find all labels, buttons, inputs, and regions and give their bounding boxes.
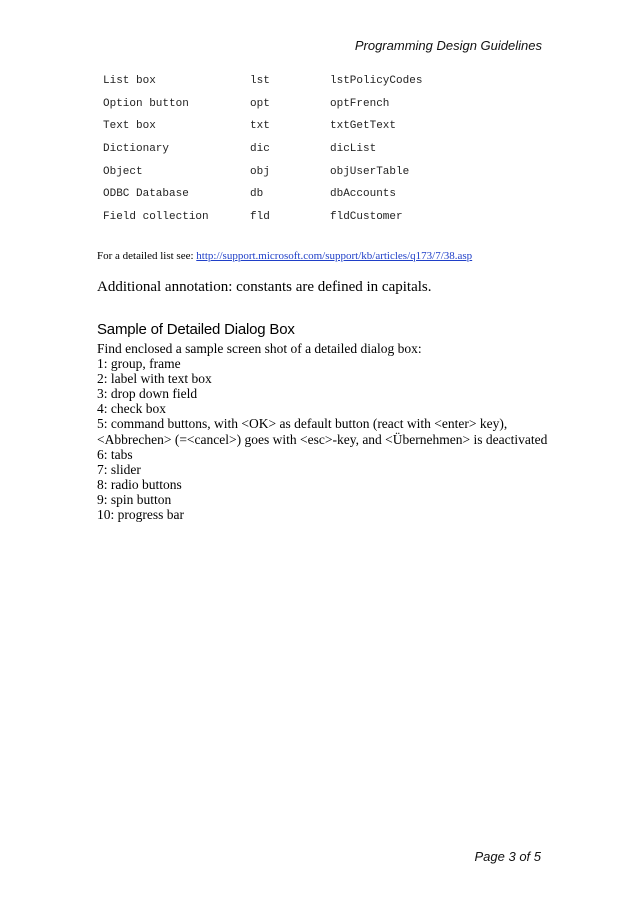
constants-annotation: Additional annotation: constants are defined in capitals. bbox=[97, 279, 432, 295]
prefix-cell: opt bbox=[250, 97, 270, 110]
prefix-cell: db bbox=[250, 188, 264, 201]
control-type-cell: Option button bbox=[103, 97, 189, 110]
list-item: 6: tabs bbox=[97, 446, 133, 462]
prefix-cell: dic bbox=[250, 143, 270, 156]
prefix-cell: fld bbox=[250, 210, 270, 223]
intro-line: Find enclosed a sample screen shot of a detailed dialog box: bbox=[97, 341, 422, 356]
table-row bbox=[103, 93, 422, 116]
page-header-title: Programming Design Guidelines bbox=[354, 38, 542, 53]
list-item: 9: spin button bbox=[97, 491, 172, 507]
table-row bbox=[103, 206, 422, 229]
control-type-cell: Dictionary bbox=[103, 143, 170, 156]
example-cell: dicList bbox=[330, 143, 377, 156]
naming-convention-table bbox=[103, 70, 422, 228]
example-cell: dbAccounts bbox=[330, 188, 397, 201]
table-row bbox=[103, 138, 422, 161]
page-number: Page 3 of 5 bbox=[474, 849, 541, 864]
control-type-cell: List box bbox=[103, 75, 156, 88]
section-heading: Sample of Detailed Dialog Box bbox=[97, 321, 295, 338]
control-type-cell: Field collection bbox=[103, 210, 209, 223]
table-row bbox=[103, 183, 422, 206]
example-cell: fldCustomer bbox=[330, 210, 403, 223]
control-type-cell: Text box bbox=[103, 120, 156, 133]
table-row bbox=[103, 160, 422, 183]
list-item: 10: progress bar bbox=[97, 507, 184, 523]
prefix-cell: txt bbox=[250, 120, 270, 133]
example-cell: txtGetText bbox=[330, 120, 397, 133]
example-cell: lstPolicyCodes bbox=[330, 75, 423, 88]
list-item: 4: check box bbox=[97, 401, 166, 417]
list-item: 3: drop down field bbox=[97, 386, 198, 402]
reference-link[interactable]: http://support.microsoft.com/support/kb/articles/q173/7/38.asp bbox=[196, 250, 473, 262]
prefix-cell: lst bbox=[250, 75, 270, 88]
reference-line bbox=[97, 250, 472, 262]
table-row bbox=[103, 70, 422, 93]
example-cell: optFrench bbox=[330, 97, 390, 110]
prefix-cell: obj bbox=[250, 165, 270, 178]
list-item-continuation: <Abbrechen> (=<cancel>) goes with <esc>-key, and <Übernehmen> is deactivated bbox=[97, 431, 548, 447]
table-row bbox=[103, 115, 422, 138]
example-cell: objUserTable bbox=[330, 165, 410, 178]
dialog-description bbox=[97, 341, 547, 522]
control-type-cell: Object bbox=[103, 165, 143, 178]
control-type-cell: ODBC Database bbox=[103, 188, 189, 201]
list-item: 8: radio buttons bbox=[97, 476, 182, 492]
list-item: 7: slider bbox=[97, 461, 141, 477]
list-item: 5: command buttons, with <OK> as default button (react with <enter> key), bbox=[97, 416, 508, 432]
list-item: 2: label with text box bbox=[97, 371, 212, 387]
reference-label: For a detailed list see: bbox=[97, 250, 197, 262]
list-item: 1: group, frame bbox=[97, 356, 181, 372]
